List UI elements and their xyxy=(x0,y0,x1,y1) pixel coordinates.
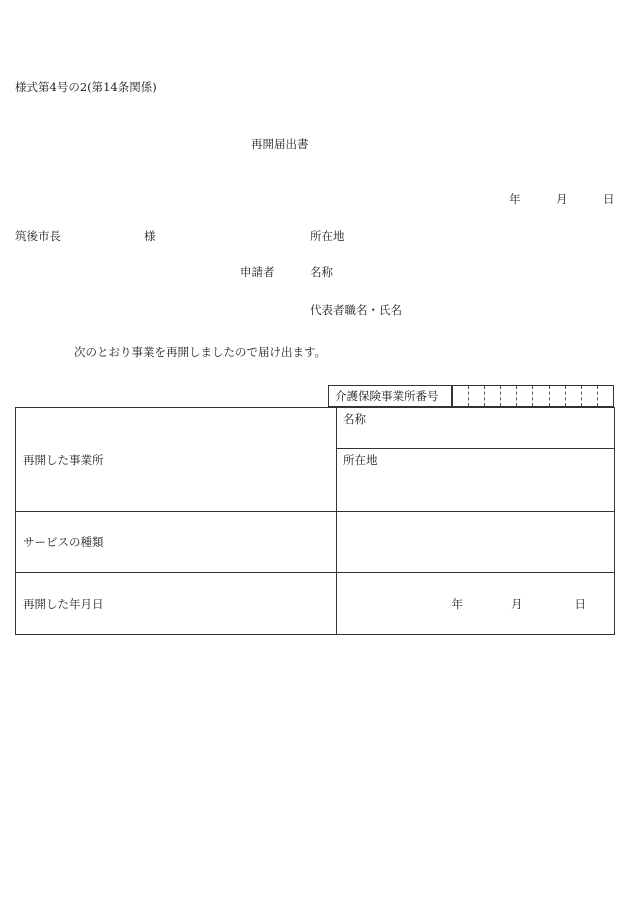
form-number: 様式第4号の2(第14条関係) xyxy=(15,80,157,94)
facility-address-label: 所在地 xyxy=(343,453,378,467)
facility-address-field[interactable] xyxy=(337,449,614,511)
table-row xyxy=(16,408,615,512)
office-number-label: 介護保険事業所番号 xyxy=(329,386,452,406)
header-date-year: 年 xyxy=(509,192,521,206)
office-number-digit[interactable] xyxy=(581,386,597,406)
office-number-digit[interactable] xyxy=(549,386,565,406)
header-date-month: 月 xyxy=(556,192,568,206)
applicant-name-label: 名称 xyxy=(310,265,333,279)
resumption-table xyxy=(15,407,615,635)
office-number-digit[interactable] xyxy=(500,386,516,406)
applicant-label: 申請者 xyxy=(240,265,275,279)
facility-cell xyxy=(337,408,615,512)
service-type-field[interactable] xyxy=(337,512,615,573)
page-title: 再開届出書 xyxy=(251,137,309,151)
row-label-resumption-date: 再開した年月日 xyxy=(16,573,337,635)
table-row xyxy=(16,512,615,573)
office-number-digit[interactable] xyxy=(516,386,532,406)
row-label-service-type: サービスの種類 xyxy=(16,512,337,573)
office-number-digit[interactable] xyxy=(468,386,484,406)
addressee-honorific: 様 xyxy=(144,229,156,243)
addressee-name: 筑後市長 xyxy=(15,229,61,243)
table-row xyxy=(16,573,615,635)
resumption-date-year: 年 xyxy=(451,596,463,611)
resumption-date-field[interactable] xyxy=(337,573,615,635)
office-number-digits[interactable] xyxy=(452,386,613,406)
office-number-digit[interactable] xyxy=(597,386,613,406)
office-number-digit[interactable] xyxy=(532,386,548,406)
resumption-date-month: 月 xyxy=(511,596,523,611)
header-date-day: 日 xyxy=(603,192,615,206)
applicant-representative-label: 代表者職名・氏名 xyxy=(310,303,402,317)
statement-text: 次のとおり事業を再開しましたので届け出ます。 xyxy=(74,345,327,359)
office-number-digit[interactable] xyxy=(565,386,581,406)
office-number-digit[interactable] xyxy=(484,386,500,406)
office-number-box xyxy=(328,385,614,407)
applicant-address-label: 所在地 xyxy=(310,229,345,243)
row-label-facility: 再開した事業所 xyxy=(16,408,337,512)
office-number-digit[interactable] xyxy=(452,386,468,406)
facility-name-label: 名称 xyxy=(343,412,366,426)
facility-name-field[interactable] xyxy=(337,408,614,449)
resumption-date-day: 日 xyxy=(574,596,586,611)
